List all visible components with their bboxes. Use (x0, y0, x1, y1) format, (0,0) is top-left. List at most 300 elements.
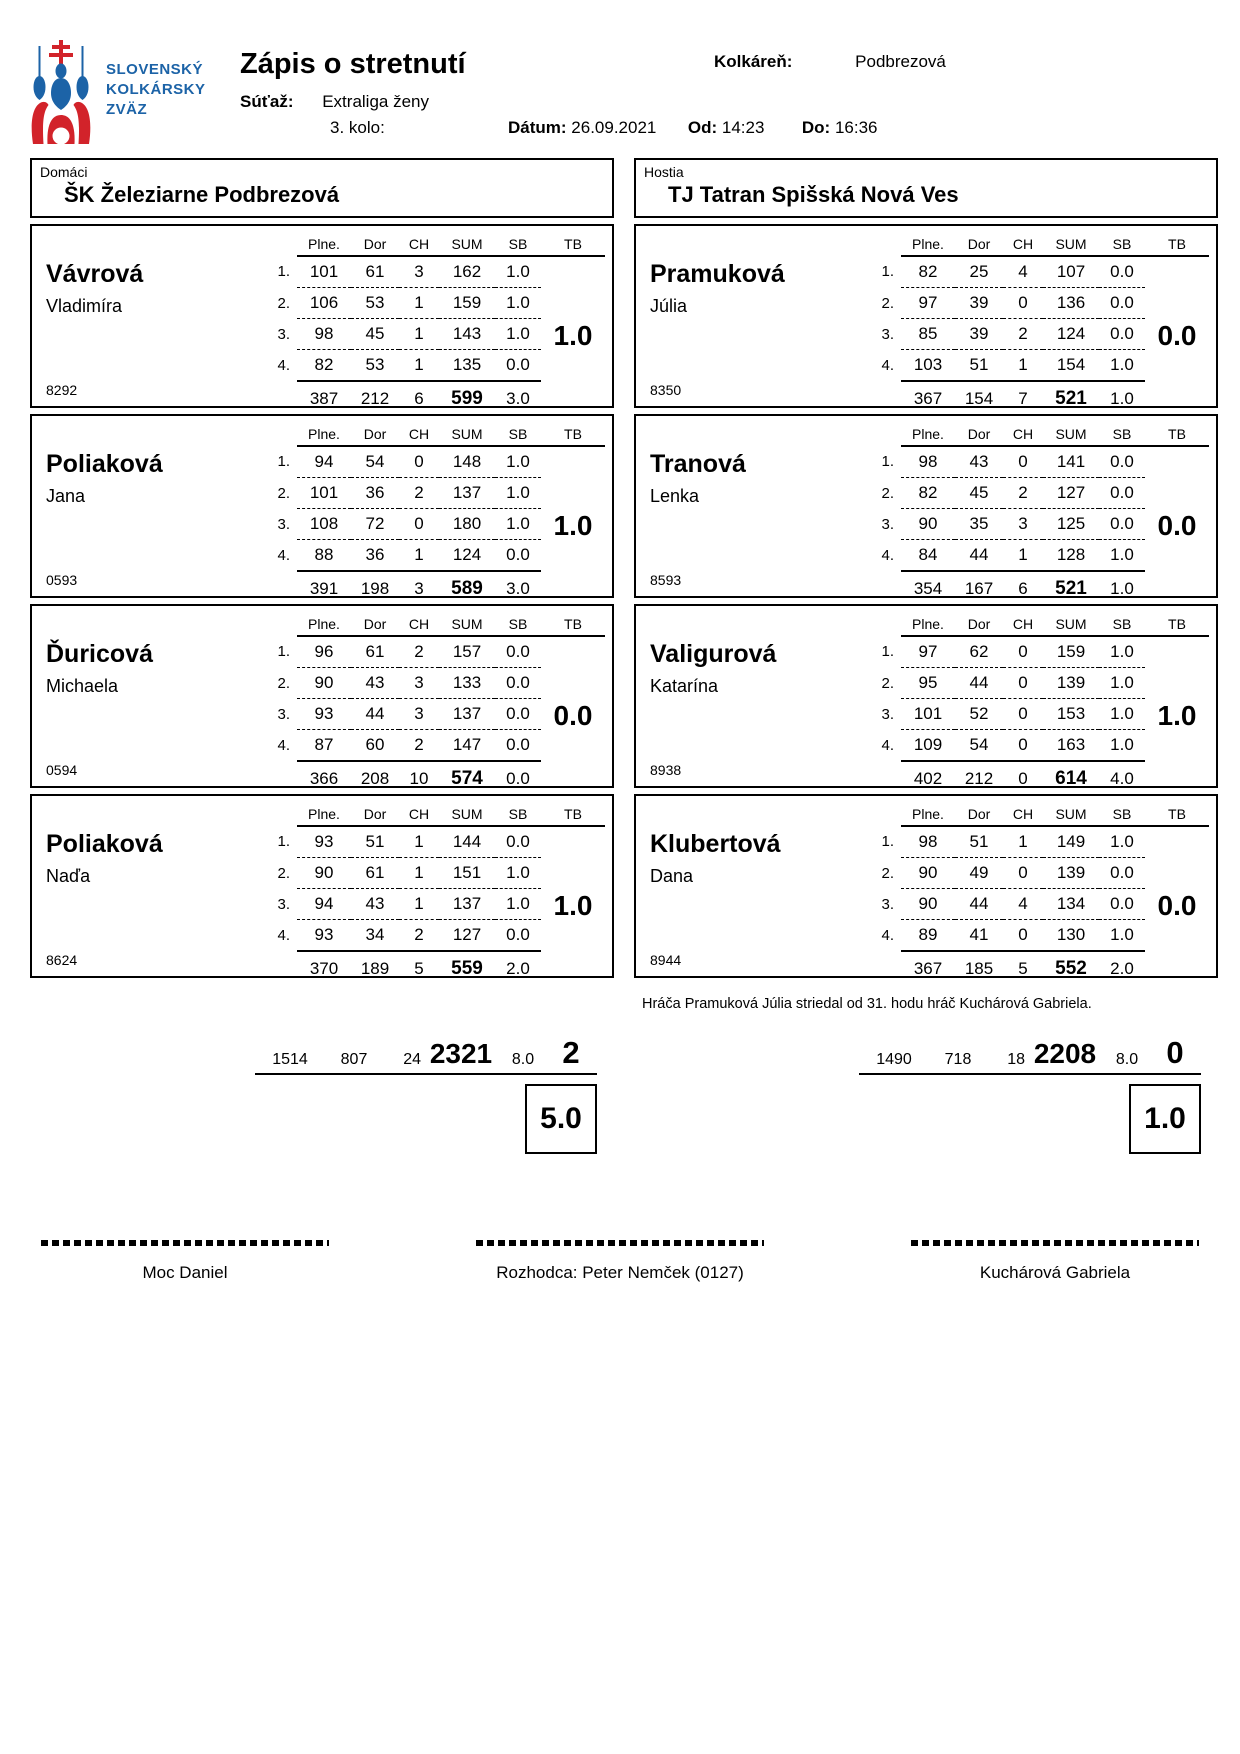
cell-plne: 82 (901, 478, 955, 509)
col-header-sb: SB (495, 227, 541, 256)
col-header-empty (254, 227, 297, 256)
row-number: 4. (277, 546, 290, 564)
signature-guest-captain (900, 1240, 1210, 1283)
guest-totals (859, 1030, 1201, 1075)
col-header-tb: TB (1145, 607, 1209, 636)
cell-sum: 139 (1043, 668, 1099, 699)
guest-final-score-box: 1.0 (1129, 1084, 1201, 1154)
cell-sum: 159 (1043, 636, 1099, 668)
col-header-sb: SB (1099, 227, 1145, 256)
col-header-dor: Dor (351, 227, 399, 256)
to-label: Do: (801, 118, 831, 137)
row-number: 1. (881, 833, 894, 851)
player-firstname: Jana (46, 486, 86, 506)
home-players (30, 224, 614, 984)
row-number: 4. (277, 736, 290, 754)
logo-line-1: SLOVENSKÝ (106, 61, 204, 78)
cell-sb: 0.0 (495, 699, 541, 730)
cell-dor: 61 (351, 858, 399, 889)
player-info (32, 226, 254, 406)
cell-sum: 125 (1043, 509, 1099, 540)
throw-row (254, 826, 605, 858)
cell-plne: 96 (297, 636, 351, 668)
cell-sb: 0.0 (495, 350, 541, 382)
total-ch: 6 (1018, 578, 1028, 598)
home-final-score-row (255, 1075, 597, 1154)
guest-totals-row (859, 1030, 1201, 1068)
total-sum: 589 (451, 577, 483, 599)
throw-row (858, 826, 1209, 858)
home-totals (255, 1030, 597, 1075)
col-header-sum: SUM (439, 417, 495, 446)
total-sb: 3.0 (506, 388, 530, 408)
player-block (30, 604, 614, 788)
cell-sb: 1.0 (495, 478, 541, 509)
cell-plne: 90 (297, 858, 351, 889)
row-number: 4. (881, 736, 894, 754)
col-header-plne: Plne. (297, 227, 351, 256)
cell-dor: 51 (351, 826, 399, 858)
player-id: 8944 (650, 952, 682, 968)
player-score-table (858, 417, 1209, 605)
col-header-sb: SB (495, 797, 541, 826)
player-score-table (858, 797, 1209, 985)
signature-line (476, 1240, 764, 1246)
col-header-empty (254, 417, 297, 446)
cell-plne: 98 (901, 446, 955, 478)
row-number: 3. (277, 325, 290, 343)
score-table-header-row (254, 797, 605, 826)
home-side-label: Domáci (40, 164, 88, 180)
cell-sum: 151 (439, 858, 495, 889)
player-block (30, 224, 614, 408)
from-label: Od: (687, 118, 718, 137)
cell-ch: 1 (399, 889, 439, 920)
row-number: 3. (881, 325, 894, 343)
cell-plne: 87 (297, 730, 351, 762)
cell-dor: 36 (351, 540, 399, 572)
team-total-plne: 1490 (876, 1051, 912, 1068)
cell-sb: 1.0 (1099, 826, 1145, 858)
cell-plne: 108 (297, 509, 351, 540)
page-title: Zápis o stretnutí (240, 48, 466, 80)
row-number: 3. (277, 515, 290, 533)
player-surname: Poliaková (46, 830, 163, 858)
team-total-sum: 2321 (429, 1038, 493, 1069)
cell-plne: 93 (297, 920, 351, 952)
cell-sb: 1.0 (495, 256, 541, 288)
team-total-plne: 1514 (272, 1051, 308, 1068)
row-number: 2. (881, 864, 894, 882)
col-header-dor: Dor (351, 607, 399, 636)
total-row-empty (858, 381, 901, 415)
cell-plne: 103 (901, 350, 955, 382)
col-header-tb: TB (541, 227, 605, 256)
total-ch: 3 (414, 578, 424, 598)
cell-sb: 0.0 (1099, 889, 1145, 920)
col-header-empty (254, 797, 297, 826)
cell-dor: 49 (955, 858, 1003, 889)
cell-dor: 53 (351, 288, 399, 319)
total-row-empty (858, 761, 901, 795)
cell-ch: 1 (399, 540, 439, 572)
home-team-box (30, 158, 614, 218)
cell-sum: 137 (439, 699, 495, 730)
player-firstname: Lenka (650, 486, 700, 506)
cell-sum: 144 (439, 826, 495, 858)
player-firstname: Naďa (46, 866, 91, 886)
player-score-table (254, 227, 605, 415)
score-table-header-row (858, 227, 1209, 256)
player-block (634, 414, 1218, 598)
cell-ch: 1 (399, 288, 439, 319)
cell-dor: 44 (351, 699, 399, 730)
total-plne: 367 (913, 388, 943, 408)
team-total-ch: 24 (403, 1051, 421, 1068)
competition-value: Extraliga ženy (322, 92, 429, 111)
total-row-empty (254, 761, 297, 795)
cell-plne: 98 (297, 319, 351, 350)
cell-sb: 1.0 (1099, 636, 1145, 668)
cell-sb: 0.0 (1099, 858, 1145, 889)
col-header-tb: TB (1145, 227, 1209, 256)
to-value: 16:36 (834, 118, 878, 137)
col-header-dor: Dor (955, 797, 1003, 826)
col-header-ch: CH (1003, 797, 1043, 826)
date-label: Dátum: (508, 118, 567, 137)
row-number: 2. (277, 864, 290, 882)
cell-dor: 51 (955, 826, 1003, 858)
competition-row (240, 92, 429, 112)
player-id: 0594 (46, 762, 78, 778)
cell-sb: 0.0 (1099, 319, 1145, 350)
cell-sum: 159 (439, 288, 495, 319)
cell-sum: 141 (1043, 446, 1099, 478)
cell-sb: 0.0 (1099, 256, 1145, 288)
col-header-sb: SB (495, 607, 541, 636)
cell-sum: 148 (439, 446, 495, 478)
player-info (636, 416, 858, 596)
total-ch: 5 (414, 958, 424, 978)
total-dor: 189 (360, 958, 390, 978)
col-header-sum: SUM (439, 227, 495, 256)
signature-referee (465, 1240, 775, 1283)
cell-dor: 45 (955, 478, 1003, 509)
col-header-empty (858, 227, 901, 256)
cell-sum: 157 (439, 636, 495, 668)
cell-ch: 2 (399, 730, 439, 762)
row-number: 2. (277, 674, 290, 692)
score-table-header-row (254, 227, 605, 256)
col-header-empty (254, 607, 297, 636)
venue-label: Kolkáreň: (714, 52, 793, 71)
cell-ch: 1 (399, 826, 439, 858)
player-set-points: 0.0 (1157, 890, 1197, 921)
cell-sum: 124 (1043, 319, 1099, 350)
player-info (636, 606, 858, 786)
cell-plne: 101 (297, 256, 351, 288)
cell-sum: 134 (1043, 889, 1099, 920)
cell-sb: 1.0 (1099, 920, 1145, 952)
col-header-tb: TB (1145, 797, 1209, 826)
total-sb: 0.0 (506, 768, 530, 788)
player-score-table (858, 227, 1209, 415)
skz-logo-text (106, 60, 206, 144)
col-header-sum: SUM (1043, 607, 1099, 636)
cell-sb: 1.0 (1099, 699, 1145, 730)
cell-dor: 44 (955, 889, 1003, 920)
col-header-plne: Plne. (901, 227, 955, 256)
cell-sum: 137 (439, 889, 495, 920)
cell-plne: 97 (901, 636, 955, 668)
cell-sum: 107 (1043, 256, 1099, 288)
cell-sum: 149 (1043, 826, 1099, 858)
row-number: 2. (881, 484, 894, 502)
cell-sum: 130 (1043, 920, 1099, 952)
col-header-sum: SUM (1043, 227, 1099, 256)
cell-sb: 0.0 (495, 920, 541, 952)
total-dor: 167 (964, 578, 994, 598)
cell-dor: 34 (351, 920, 399, 952)
cell-plne: 94 (297, 446, 351, 478)
home-team-name: ŠK Železiarne Podbrezová (64, 182, 340, 207)
player-surname: Poliaková (46, 450, 163, 478)
col-header-dor: Dor (955, 417, 1003, 446)
cell-ch: 0 (399, 509, 439, 540)
throw-row (254, 256, 605, 288)
cell-plne: 98 (901, 826, 955, 858)
total-plne: 387 (309, 388, 339, 408)
cell-sum: 154 (1043, 350, 1099, 382)
player-score-table (254, 797, 605, 985)
player-set-points: 1.0 (553, 320, 593, 351)
cell-ch: 2 (399, 478, 439, 509)
col-header-tb: TB (541, 607, 605, 636)
total-dor: 212 (964, 768, 994, 788)
cell-ch: 0 (399, 446, 439, 478)
cell-sb: 1.0 (495, 446, 541, 478)
cell-ch: 2 (1003, 319, 1043, 350)
cell-sb: 0.0 (495, 636, 541, 668)
total-sum: 559 (451, 957, 483, 979)
row-number: 1. (881, 263, 894, 281)
cell-plne: 90 (901, 889, 955, 920)
player-set-points: 0.0 (1157, 320, 1197, 351)
total-row-empty (858, 571, 901, 605)
col-header-dor: Dor (955, 227, 1003, 256)
total-plne: 391 (309, 578, 339, 598)
total-sum: 552 (1055, 957, 1087, 979)
score-table-header-row (254, 417, 605, 446)
score-table-header-row (858, 607, 1209, 636)
row-number: 4. (881, 926, 894, 944)
signature-name: Moc Daniel (142, 1263, 228, 1282)
player-score-table (254, 417, 605, 605)
cell-sb: 0.0 (495, 730, 541, 762)
cell-plne: 90 (297, 668, 351, 699)
cell-dor: 43 (351, 889, 399, 920)
total-ch: 10 (409, 768, 429, 788)
cell-plne: 88 (297, 540, 351, 572)
cell-plne: 95 (901, 668, 955, 699)
cell-ch: 0 (1003, 288, 1043, 319)
player-id: 8593 (650, 572, 682, 588)
player-info (32, 416, 254, 596)
guest-players (634, 224, 1218, 984)
cell-sb: 0.0 (1099, 288, 1145, 319)
cell-plne: 106 (297, 288, 351, 319)
col-header-plne: Plne. (901, 607, 955, 636)
cell-ch: 2 (1003, 478, 1043, 509)
col-header-sb: SB (495, 417, 541, 446)
cell-ch: 3 (399, 256, 439, 288)
col-header-ch: CH (399, 227, 439, 256)
row-number: 3. (277, 705, 290, 723)
cell-dor: 60 (351, 730, 399, 762)
cell-dor: 53 (351, 350, 399, 382)
row-number: 2. (277, 294, 290, 312)
team-total-sb: 8.0 (511, 1051, 535, 1068)
row-number: 1. (881, 453, 894, 471)
cell-sum: 143 (439, 319, 495, 350)
cell-dor: 36 (351, 478, 399, 509)
venue-value: Podbrezová (855, 52, 946, 71)
cell-ch: 4 (1003, 256, 1043, 288)
total-sb: 2.0 (506, 958, 530, 978)
total-ch: 0 (1018, 768, 1028, 788)
cell-dor: 61 (351, 636, 399, 668)
cell-ch: 0 (1003, 920, 1043, 952)
col-header-empty (858, 607, 901, 636)
player-firstname: Júlia (650, 296, 688, 316)
total-ch: 6 (414, 388, 424, 408)
col-header-plne: Plne. (297, 797, 351, 826)
cell-plne: 84 (901, 540, 955, 572)
col-header-tb: TB (1145, 417, 1209, 446)
skz-logo (30, 40, 206, 144)
total-sb: 1.0 (1110, 578, 1134, 598)
player-block (634, 224, 1218, 408)
signature-name: Kuchárová Gabriela (979, 1263, 1131, 1282)
total-sb: 3.0 (506, 578, 530, 598)
round-label: 3. kolo: (330, 118, 385, 137)
cell-sum: 136 (1043, 288, 1099, 319)
player-firstname: Katarína (650, 676, 719, 696)
throw-row (858, 446, 1209, 478)
player-score-table (254, 607, 605, 795)
home-note (30, 984, 614, 1022)
logo-line-3: ZVÄZ (106, 101, 148, 118)
row-number: 2. (881, 674, 894, 692)
col-header-ch: CH (399, 607, 439, 636)
cell-ch: 3 (399, 699, 439, 730)
cell-sb: 1.0 (1099, 668, 1145, 699)
cell-sum: 135 (439, 350, 495, 382)
cell-sb: 0.0 (495, 540, 541, 572)
from-value: 14:23 (721, 118, 765, 137)
guest-side-label: Hostia (644, 164, 684, 180)
total-ch: 5 (1018, 958, 1028, 978)
cell-sb: 0.0 (495, 668, 541, 699)
col-header-plne: Plne. (297, 417, 351, 446)
cell-ch: 1 (399, 319, 439, 350)
cell-sb: 1.0 (495, 858, 541, 889)
col-header-plne: Plne. (297, 607, 351, 636)
col-header-sum: SUM (1043, 417, 1099, 446)
player-id: 8938 (650, 762, 682, 778)
player-firstname: Dana (650, 866, 694, 886)
total-sb: 4.0 (1110, 768, 1134, 788)
cell-plne: 90 (901, 509, 955, 540)
row-number: 1. (277, 833, 290, 851)
cell-sb: 1.0 (1099, 350, 1145, 382)
cell-sum: 139 (1043, 858, 1099, 889)
cell-dor: 25 (955, 256, 1003, 288)
col-header-sum: SUM (439, 607, 495, 636)
total-sum: 521 (1055, 387, 1087, 409)
col-header-tb: TB (541, 417, 605, 446)
total-row-empty (254, 951, 297, 985)
page-header (0, 0, 1240, 158)
home-totals-row (255, 1030, 597, 1068)
row-number: 2. (881, 294, 894, 312)
date-time-row (508, 118, 878, 138)
throw-row (254, 446, 605, 478)
cell-sum: 127 (1043, 478, 1099, 509)
col-header-ch: CH (1003, 227, 1043, 256)
venue-row (714, 52, 946, 72)
cell-ch: 1 (1003, 826, 1043, 858)
player-block (634, 604, 1218, 788)
player-set-points: 1.0 (1157, 700, 1197, 731)
total-row-empty (254, 571, 297, 605)
col-header-sum: SUM (1043, 797, 1099, 826)
score-table-header-row (858, 417, 1209, 446)
team-total-dor: 807 (340, 1051, 368, 1068)
cell-dor: 51 (955, 350, 1003, 382)
signatures-section (30, 1240, 1210, 1283)
total-dor: 198 (360, 578, 390, 598)
total-sum: 521 (1055, 577, 1087, 599)
throw-row (858, 636, 1209, 668)
team-total-dor: 718 (944, 1051, 972, 1068)
cell-dor: 62 (955, 636, 1003, 668)
cell-sum: 147 (439, 730, 495, 762)
cell-dor: 39 (955, 288, 1003, 319)
cell-sb: 0.0 (1099, 478, 1145, 509)
cell-ch: 0 (1003, 858, 1043, 889)
row-number: 2. (277, 484, 290, 502)
cell-ch: 0 (1003, 699, 1043, 730)
cell-dor: 54 (351, 446, 399, 478)
col-header-dor: Dor (351, 417, 399, 446)
cell-ch: 4 (1003, 889, 1043, 920)
team-total-ch: 18 (1007, 1051, 1025, 1068)
cell-dor: 41 (955, 920, 1003, 952)
home-final-score-box: 5.0 (525, 1084, 597, 1154)
cell-sum: 128 (1043, 540, 1099, 572)
cell-dor: 39 (955, 319, 1003, 350)
player-firstname: Vladimíra (46, 296, 123, 316)
signature-line (41, 1240, 329, 1246)
cell-sb: 1.0 (495, 319, 541, 350)
total-dor: 185 (964, 958, 994, 978)
signature-name: Rozhodca: Peter Nemček (0127) (496, 1263, 744, 1282)
cell-sb: 0.0 (1099, 446, 1145, 478)
cell-plne: 90 (901, 858, 955, 889)
score-table-header-row (254, 607, 605, 636)
cell-plne: 93 (297, 699, 351, 730)
